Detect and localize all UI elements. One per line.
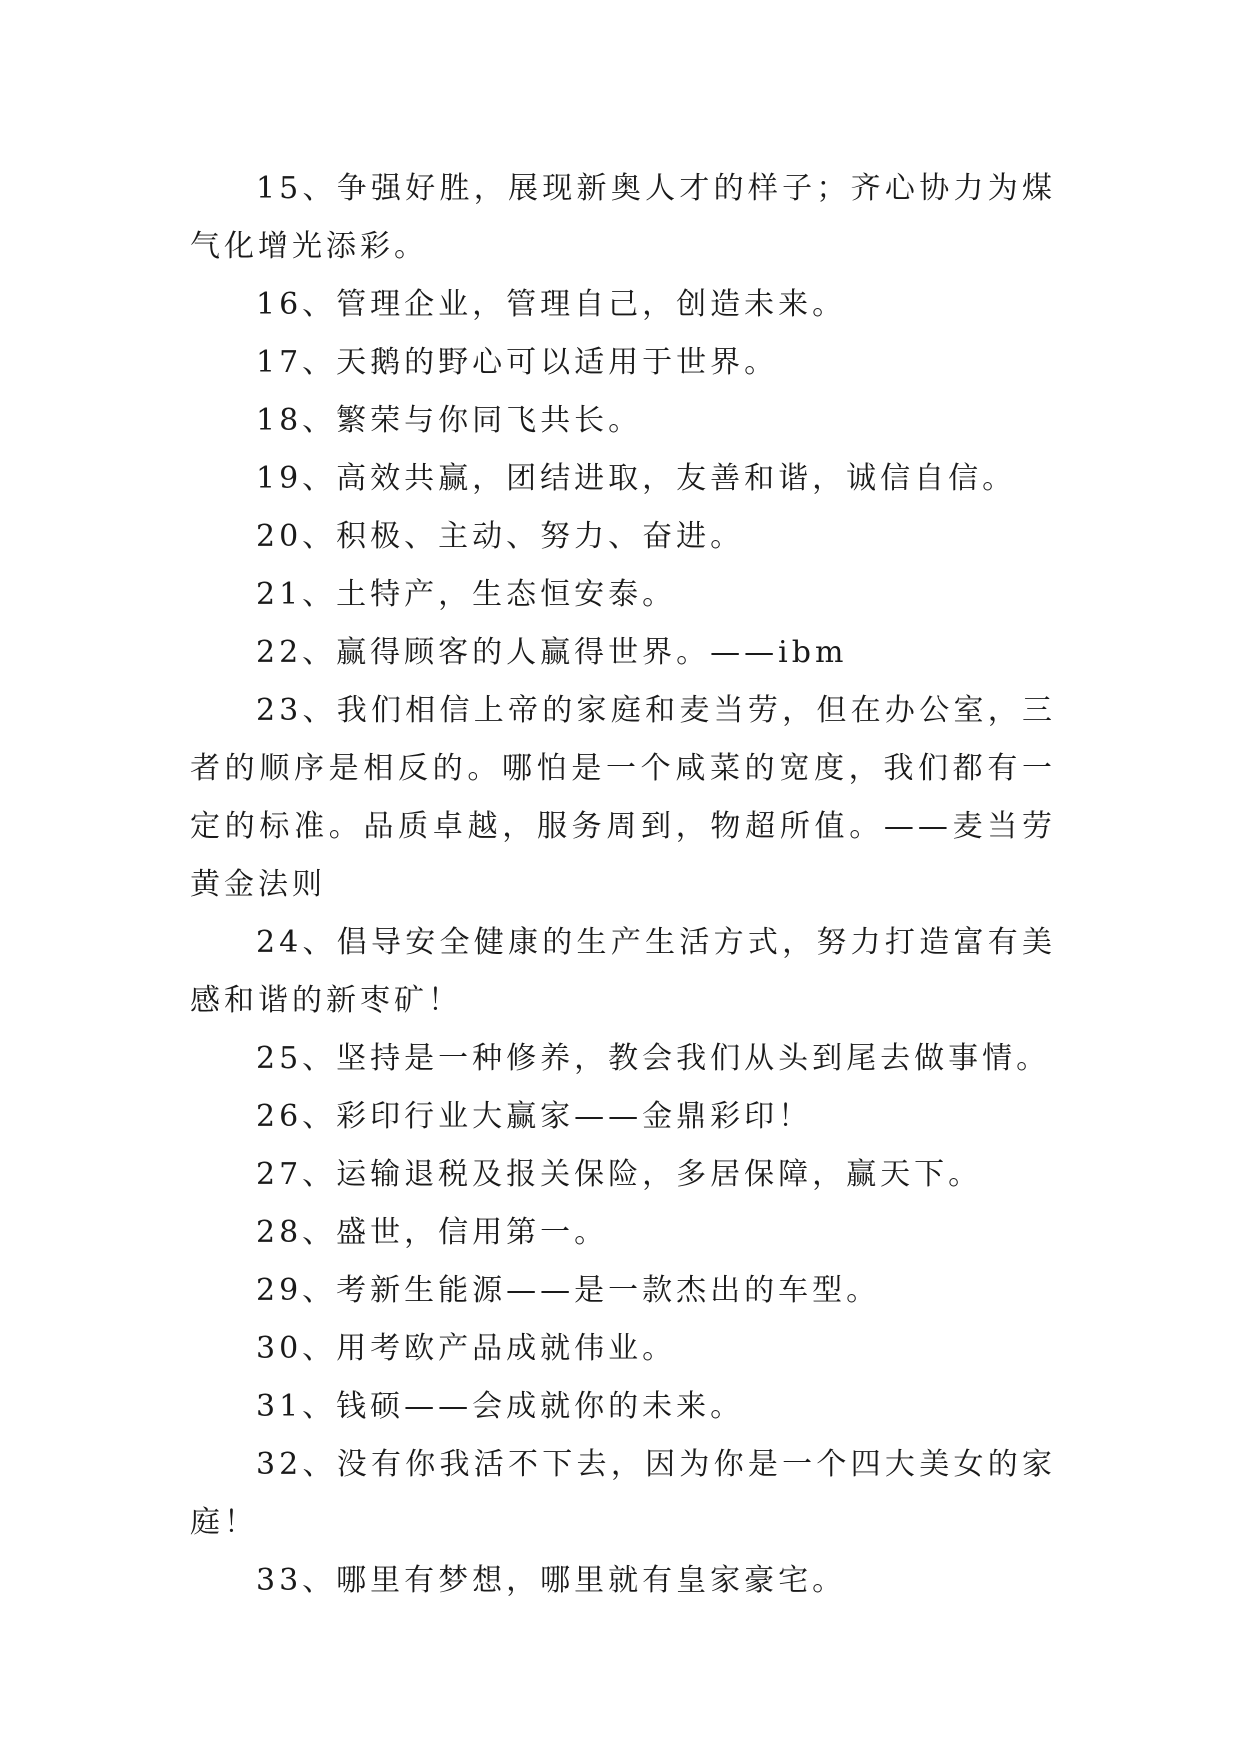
paragraph-24: 24、倡导安全健康的生产生活方式，努力打造富有美感和谐的新枣矿！ <box>190 925 1056 1018</box>
paragraph-21: 21、土特产，生态恒安泰。 <box>256 577 677 612</box>
paragraph-26: 26、彩印行业大赢家——金鼎彩印！ <box>256 1099 813 1134</box>
paragraph-17: 17、天鹅的野心可以适用于世界。 <box>256 345 779 380</box>
paragraph-15: 15、争强好胜，展现新奥人才的样子；齐心协力为煤气化增光添彩。 <box>190 171 1056 264</box>
paragraph-31: 31、钱硕——会成就你的未来。 <box>256 1389 745 1424</box>
paragraph-28: 28、盛世，信用第一。 <box>256 1215 609 1250</box>
paragraph-25: 25、坚持是一种修养，教会我们从头到尾去做事情。 <box>256 1041 1051 1076</box>
paragraph-30: 30、用考欧产品成就伟业。 <box>256 1331 677 1366</box>
paragraph-20: 20、积极、主动、努力、奋进。 <box>256 519 745 554</box>
paragraph-27: 27、运输退税及报关保险，多居保障，赢天下。 <box>256 1157 983 1192</box>
paragraph-19: 19、高效共赢，团结进取，友善和谐，诚信自信。 <box>256 461 1017 496</box>
paragraph-18: 18、繁荣与你同飞共长。 <box>256 403 643 438</box>
paragraph-22: 22、赢得顾客的人赢得世界。——ibm <box>256 635 848 670</box>
paragraph-23: 23、我们相信上帝的家庭和麦当劳，但在办公室，三者的顺序是相反的。哪怕是一个咸菜的宽度，我们都有一定的标准。品质卓越，服务周到，物超所值。——麦当劳黄金法则 <box>190 693 1056 902</box>
document-body <box>190 160 1056 1610</box>
paragraph-32: 32、没有你我活不下去，因为你是一个四大美女的家庭！ <box>190 1447 1056 1540</box>
paragraph-33: 33、哪里有梦想，哪里就有皇家豪宅。 <box>256 1563 847 1598</box>
paragraph-16: 16、管理企业，管理自己，创造未来。 <box>256 287 847 322</box>
paragraph-29: 29、考新生能源——是一款杰出的车型。 <box>256 1273 881 1308</box>
